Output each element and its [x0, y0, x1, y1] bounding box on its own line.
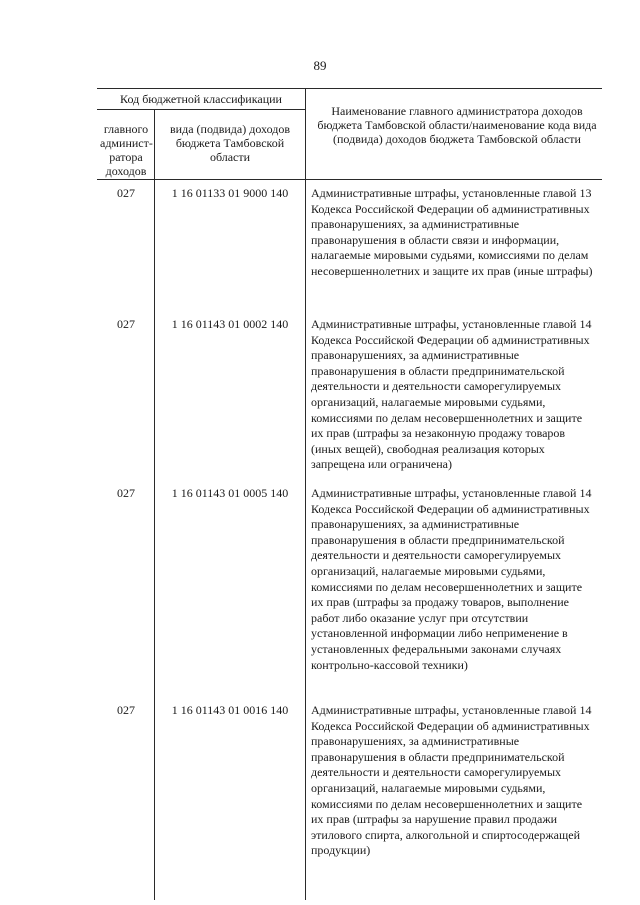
row-4-admin-code: 027: [117, 703, 135, 717]
page-number: 89: [313, 58, 327, 73]
row-4-description: Административные штрафы, установленные главой 14 Кодекса Российской Федерации об административных правонарушениях, за административные правонарушения в области предпринимательской деятельности и деятельности саморегулируемых организаций, налагаемые мировыми судьями, комиссиями по делам несовершеннолетних и защите их прав (штрафы за нарушение правил продажи этилового спирта, алкогольной и спиртосодержащей продукции): [311, 703, 592, 858]
header-code-column: вида (подвида) доходов бюджета Тамбовской области: [170, 122, 290, 164]
row-3-admin-code: 027: [117, 486, 135, 500]
row-1-description: Административные штрафы, установленные главой 13 Кодекса Российской Федерации об административных правонарушениях, за административные правонарушения в области связи и информации, налагаемые мировыми судьями, комиссиями по делам несовершеннолетних и защите их прав (иные штрафы): [311, 186, 593, 278]
header-bottom-rule: [97, 179, 602, 180]
column-divider-2: [305, 88, 306, 900]
table-top-rule: [97, 88, 602, 89]
row-3-budget-code: 1 16 01143 01 0005 140: [171, 486, 289, 500]
group-header-rule: [97, 109, 305, 110]
row-3-description: Административные штрафы, установленные главой 14 Кодекса Российской Федерации об административных правонарушениях, за административные правонарушения в области предпринимательской деятельности и деятельности саморегулируемых организаций, налагаемые мировыми судьями, комиссиями по делам несовершеннолетних и защите их прав (штрафы за продажу товаров, выполнение работ либо оказание услуг при отсутствии установленной информации либо неприменение в установленных федеральными законами случаях контрольно-кассовой техники): [311, 486, 592, 672]
budget-classification-table: [97, 88, 602, 900]
row-4-budget-code: 1 16 01143 01 0016 140: [171, 703, 289, 717]
header-admin-column: главного админист-ратора доходов: [100, 122, 153, 178]
row-2-budget-code: 1 16 01143 01 0002 140: [171, 317, 289, 331]
row-1-admin-code: 027: [117, 186, 135, 200]
row-2-description: Административные штрафы, установленные главой 14 Кодекса Российской Федерации об административных правонарушениях, за административные правонарушения в области предпринимательской деятельности и деятельности саморегулируемых организаций, налагаемые мировыми судьями, комиссиями по делам несовершеннолетних и защите их прав (штрафы за незаконную продажу товаров (иных вещей), свободная реализация которых запрещена или ограничена): [311, 317, 592, 472]
column-divider-1: [154, 109, 155, 900]
row-2-admin-code: 027: [117, 317, 135, 331]
group-header: Код бюджетной классификации: [120, 92, 282, 106]
header-name-column: Наименование главного администратора доходов бюджета Тамбовской области/наименование кода вида (подвида) доходов бюджета Тамбовской области: [317, 104, 597, 146]
row-1-budget-code: 1 16 01133 01 9000 140: [171, 186, 289, 200]
